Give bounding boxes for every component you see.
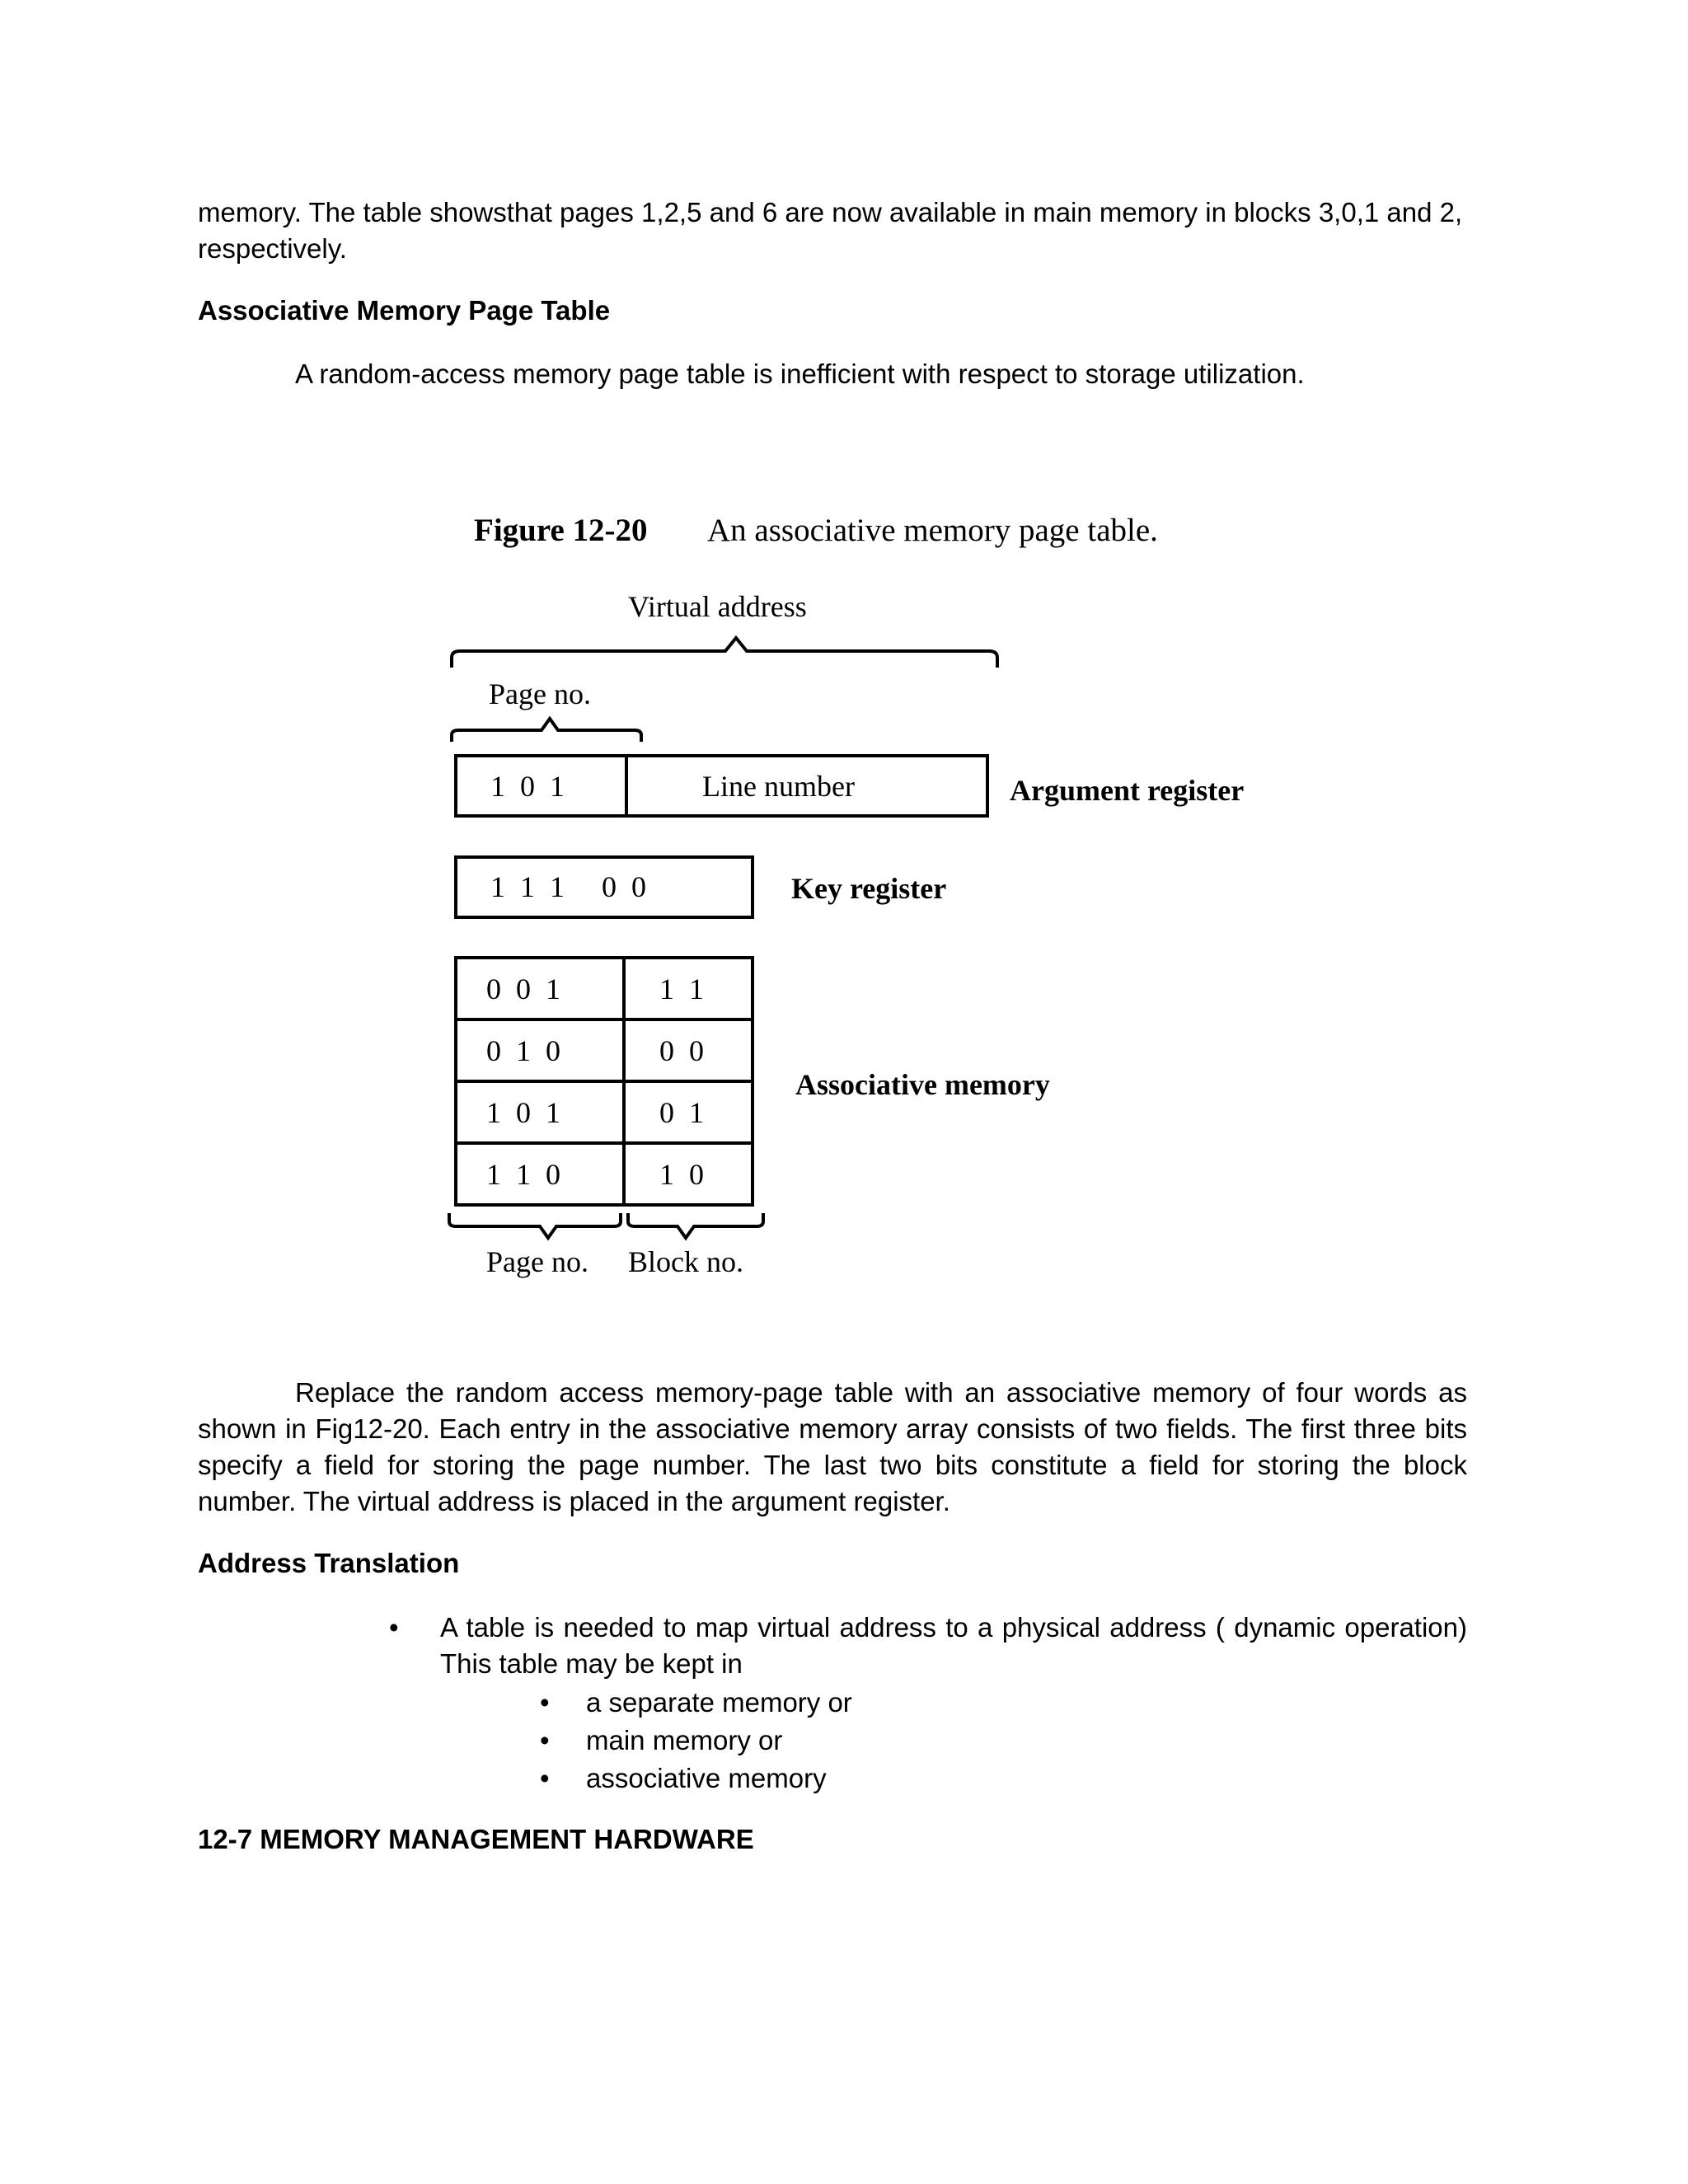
- bullet-text: A table is needed to map virtual address to a physical address ( dynamic operation) This table may be kept in: [440, 1612, 1467, 1679]
- list-item: [540, 1722, 1282, 1759]
- key-register-bits: 1 1 1 0 0: [490, 870, 646, 903]
- virtual-address-brace: [452, 638, 997, 668]
- section-sentence: A random-access memory page table is inefficient with respect to storage utilization.: [295, 359, 1305, 389]
- table-row-page: 0 1 0: [486, 1034, 560, 1067]
- table-row-page: 1 1 0: [486, 1158, 560, 1191]
- table-row-page: 1 0 1: [486, 1096, 560, 1129]
- sub-bullet-text: a separate memory or: [586, 1687, 852, 1718]
- list-item: [540, 1760, 1282, 1797]
- virtual-address-label: Virtual address: [628, 590, 807, 623]
- table-row-page: 0 0 1: [486, 972, 560, 1005]
- page-no-top-brace: [452, 719, 641, 742]
- intro-line-1: memory. The table showsthat pages 1,2,5 and 6 are now available in main memory in blocks 3,0,1 and 2,: [198, 197, 1463, 227]
- bullet-icon: •: [540, 1687, 550, 1718]
- associative-memory-table: [456, 958, 753, 1205]
- list-item: [540, 1685, 1282, 1721]
- page-no-bottom-brace: [449, 1213, 621, 1238]
- intro-line-2: respectively.: [198, 233, 347, 264]
- figure-caption-text: An associative memory page table.: [707, 513, 1158, 548]
- body-paragraph: Replace the random access memory-page table with an associative memory of four words as shown in Fig12-20. Each entry in the associative memory array consists of two fields. The first three bits specify a field for storing the page number. The last two bits constitute a field for storing the block number. The virtual address is placed in the argument register.: [198, 1377, 1467, 1516]
- table-row-block: 1 0: [659, 1158, 704, 1191]
- page-no-bottom-label: Page no.: [486, 1245, 588, 1278]
- bullet-icon: •: [540, 1763, 550, 1793]
- section-heading-associative-memory: Associative Memory Page Table: [198, 295, 611, 326]
- figure-associative-memory-page-table: [0, 494, 1688, 1335]
- table-row-block: 0 1: [659, 1096, 704, 1129]
- figure-caption-label: Figure 12-20: [474, 513, 648, 548]
- argument-register-field: Line number: [702, 770, 855, 803]
- associative-memory-label: Associative memory: [795, 1068, 1050, 1101]
- sub-bullet-text: associative memory: [586, 1763, 827, 1793]
- section-heading-memory-management-hardware: 12-7 MEMORY MANAGEMENT HARDWARE: [198, 1824, 754, 1854]
- list-item: [389, 1610, 1467, 1682]
- bullet-icon: •: [540, 1725, 550, 1755]
- section-heading-address-translation: Address Translation: [198, 1548, 460, 1578]
- block-no-bottom-brace: [628, 1213, 763, 1238]
- bullet-icon: •: [389, 1612, 399, 1643]
- table-row-block: 0 0: [659, 1034, 704, 1067]
- key-register-label: Key register: [791, 872, 947, 905]
- argument-register-label: Argument register: [1010, 774, 1245, 807]
- page-no-top-label: Page no.: [489, 677, 591, 710]
- sub-bullet-text: main memory or: [586, 1725, 783, 1755]
- table-row-block: 1 1: [659, 972, 704, 1005]
- argument-register-bits: 1 0 1: [490, 770, 565, 803]
- block-no-bottom-label: Block no.: [628, 1245, 743, 1278]
